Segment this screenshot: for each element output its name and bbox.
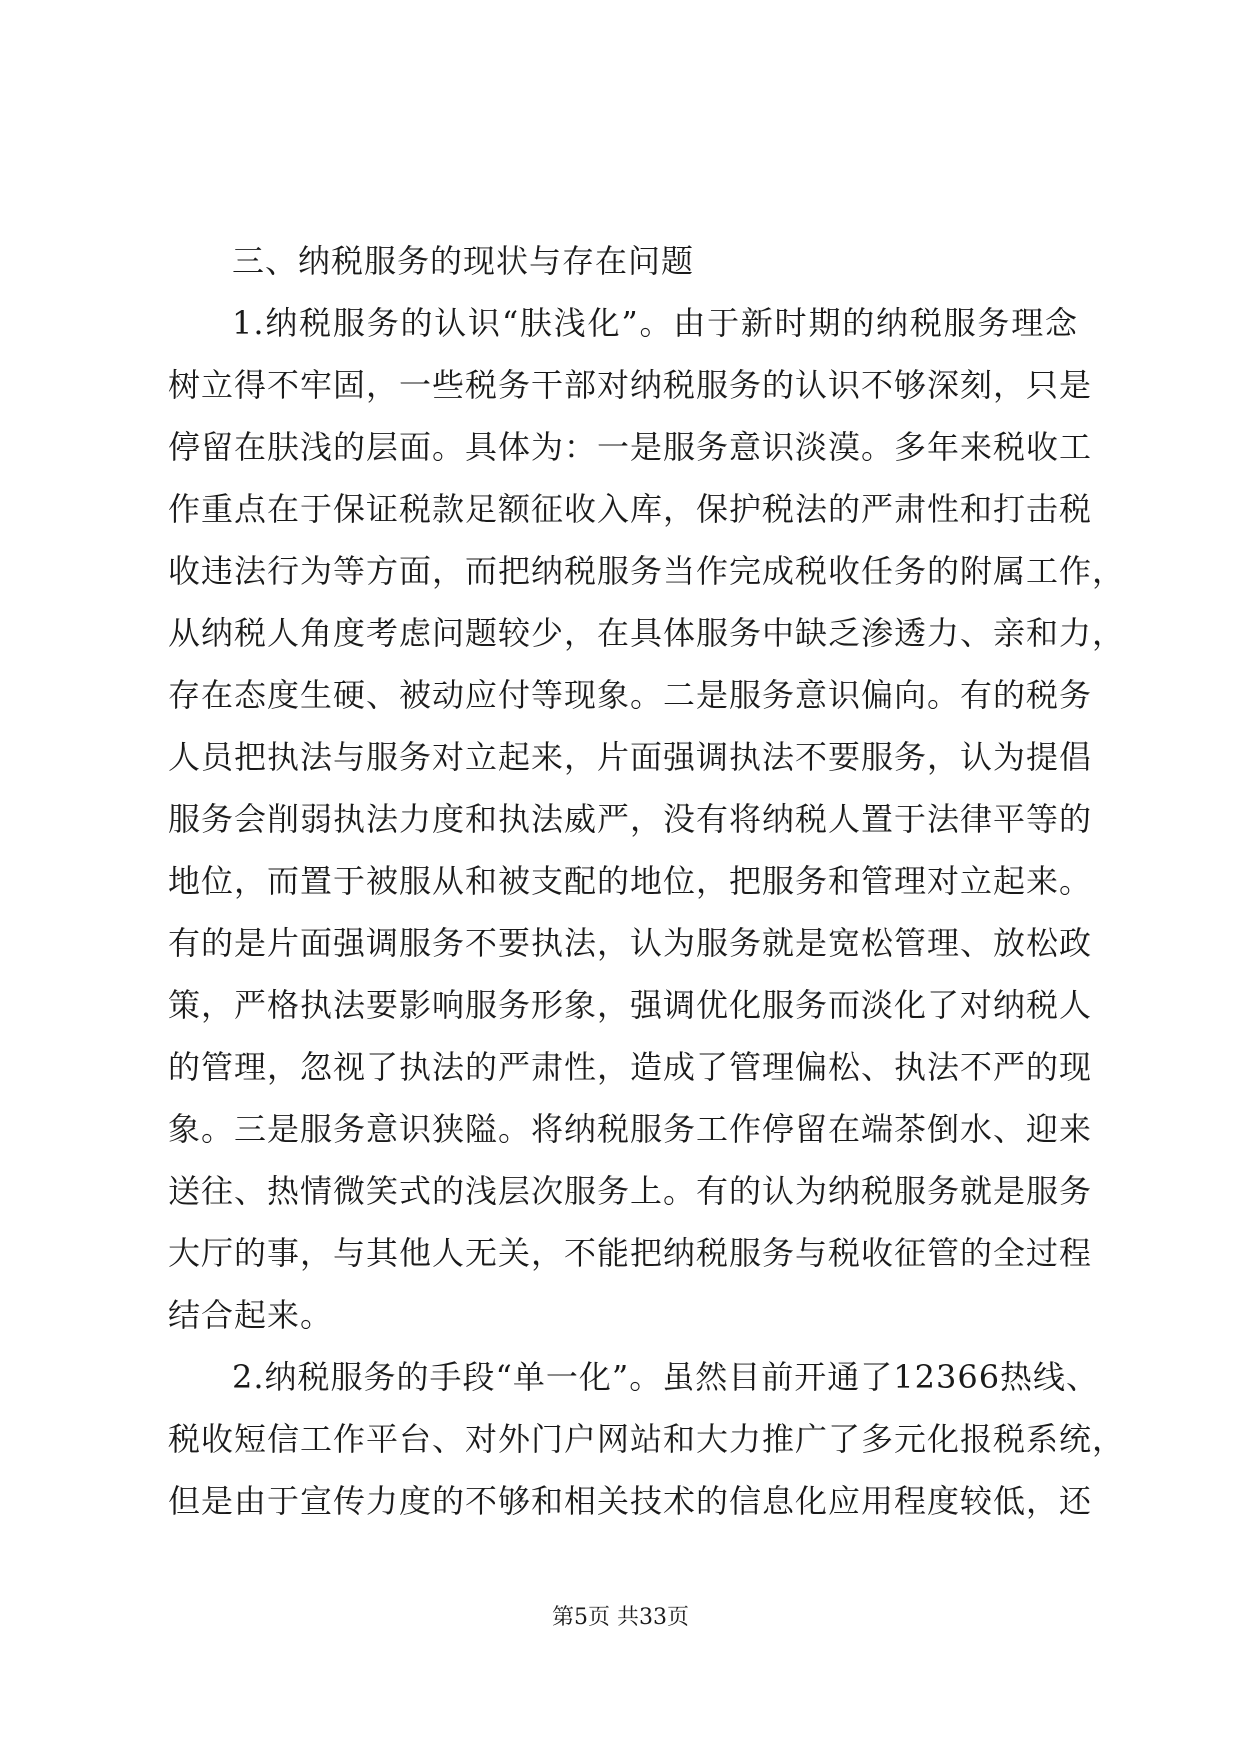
paragraph-line: 收违法行为等方面，而把纳税服务当作完成税收任务的附属工作，	[168, 552, 1126, 590]
paragraph-line: 但是由于宣传力度的不够和相关技术的信息化应用程度较低，还	[168, 1482, 1093, 1520]
paragraph-line: 结合起来。	[168, 1296, 334, 1334]
paragraph-line: 大厅的事，与其他人无关，不能把纳税服务与税收征管的全过程	[168, 1234, 1093, 1272]
paragraph-line: 从纳税人角度考虑问题较少，在具体服务中缺乏渗透力、亲和力，	[168, 614, 1126, 652]
paragraph-line: 送往、热情微笑式的浅层次服务上。有的认为纳税服务就是服务	[168, 1172, 1093, 1210]
paragraph-line: 存在态度生硬、被动应付等现象。二是服务意识偏向。有的税务	[168, 676, 1093, 714]
paragraph-line: 作重点在于保证税款足额征收入库，保护税法的严肃性和打击税	[168, 490, 1093, 528]
paragraph-line: 象。三是服务意识狭隘。将纳税服务工作停留在端茶倒水、迎来	[168, 1110, 1093, 1148]
page-number-footer: 第5页 共33页	[552, 1605, 689, 1630]
body-text	[168, 230, 1126, 1532]
paragraph-line: 有的是片面强调服务不要执法，认为服务就是宽松管理、放松政	[168, 924, 1093, 962]
paragraph-line: 服务会削弱执法力度和执法威严，没有将纳税人置于法律平等的	[168, 800, 1093, 838]
paragraph-line: 策，严格执法要影响服务形象，强调优化服务而淡化了对纳税人	[168, 986, 1093, 1024]
paragraph-line: 的管理，忽视了执法的严肃性，造成了管理偏松、执法不严的现	[168, 1048, 1093, 1086]
paragraph-line: 1.纳税服务的认识“肤浅化”。由于新时期的纳税服务理念	[232, 304, 1078, 342]
paragraph-line: 2.纳税服务的手段“单一化”。虽然目前开通了12366热线、	[232, 1358, 1100, 1396]
paragraph-line: 停留在肤浅的层面。具体为：一是服务意识淡漠。多年来税收工	[168, 428, 1093, 466]
paragraph-line: 树立得不牢固，一些税务干部对纳税服务的认识不够深刻，只是	[168, 366, 1093, 404]
paragraph-line: 税收短信工作平台、对外门户网站和大力推广了多元化报税系统，	[168, 1420, 1126, 1458]
paragraph-line: 地位，而置于被服从和被支配的地位，把服务和管理对立起来。	[168, 862, 1093, 900]
section-heading: 三、纳税服务的现状与存在问题	[232, 242, 695, 280]
paragraph-line: 人员把执法与服务对立起来，片面强调执法不要服务，认为提倡	[168, 738, 1093, 776]
